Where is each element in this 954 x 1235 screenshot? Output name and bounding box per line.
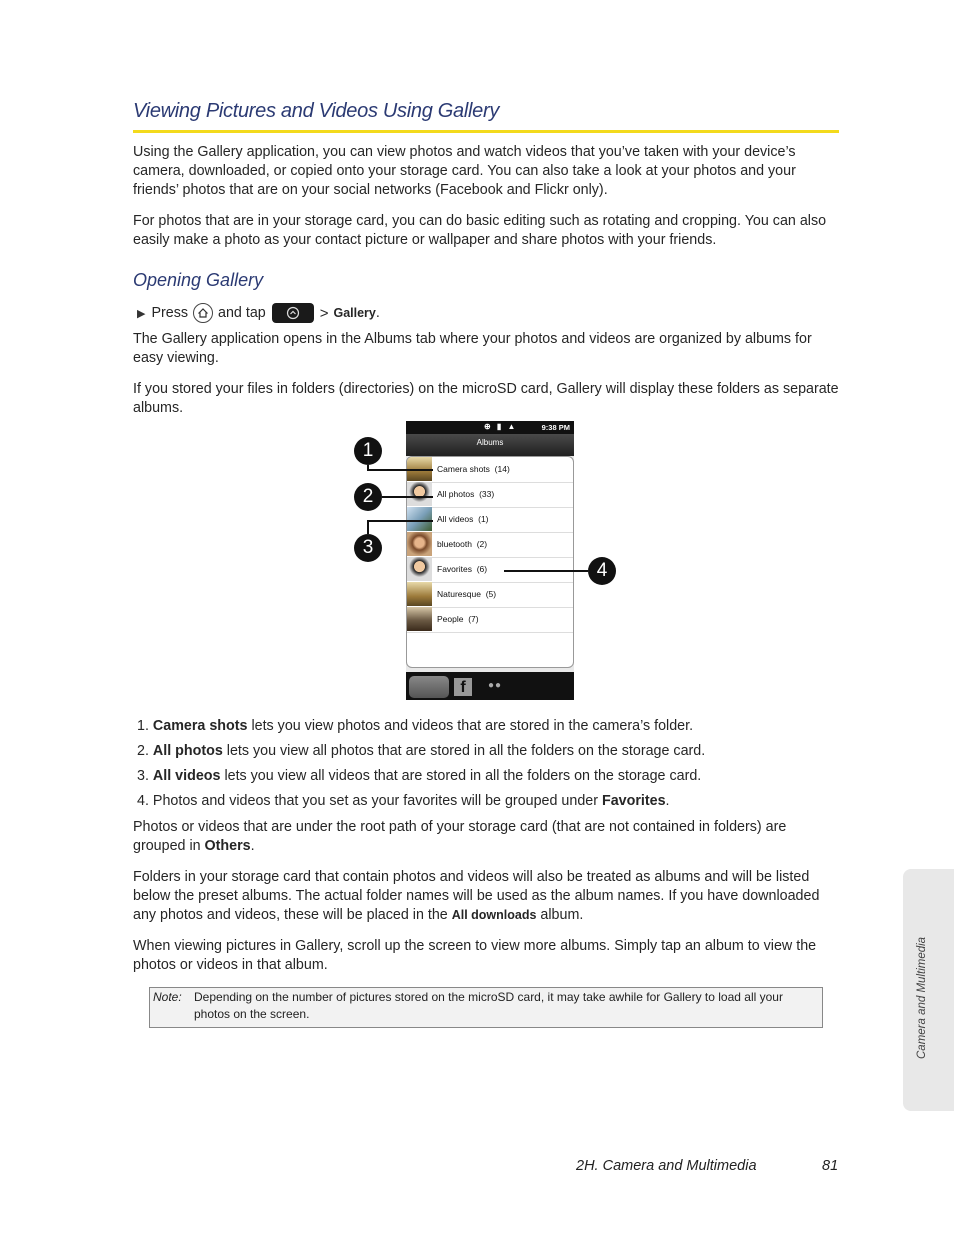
list-text: Photos and videos that you set as your favorites will be grouped under xyxy=(152,793,602,809)
list-text: . xyxy=(665,793,670,809)
album-count: (5) xyxy=(485,589,497,599)
step-separator: > xyxy=(319,304,329,322)
list-item xyxy=(137,743,837,759)
facebook-tab-icon[interactable]: f xyxy=(454,678,472,696)
album-count: (33) xyxy=(479,489,495,499)
list-number: 4. xyxy=(137,793,149,809)
footer-section: 2H. Camera and Multimedia xyxy=(576,1158,757,1174)
album-count: (2) xyxy=(476,539,488,549)
album-list xyxy=(406,456,574,668)
step-period: . xyxy=(375,305,380,321)
all-downloads-term: All downloads xyxy=(451,908,537,922)
note-label: Note: xyxy=(153,990,182,1004)
album-count: (7) xyxy=(468,614,479,624)
list-item xyxy=(137,718,837,734)
others-paragraph: Photos or videos that are under the root path of your storage card (that are not contained in folders) are grouped in Others. xyxy=(133,819,787,854)
callout-1-line xyxy=(367,469,433,471)
album-thumbnail xyxy=(407,482,432,506)
albums-paragraph: Folders in your storage card that contain photos and videos will also be treated as albums and will be listed below the preset albums. The actual folder names will be used as the album names. If you have downloaded any photos and videos, these will be placed in the All downloads album. xyxy=(133,869,820,923)
album-row[interactable] xyxy=(407,607,573,633)
callout-2: 2 xyxy=(354,483,382,511)
others-term: Others xyxy=(204,838,251,854)
page-number: 81 xyxy=(822,1158,839,1174)
album-name: Camera shots xyxy=(437,464,490,474)
title-rule xyxy=(133,130,839,133)
step-gallery: Gallery xyxy=(333,306,376,320)
list-term: Camera shots xyxy=(152,718,248,734)
step-and-tap: and tap xyxy=(218,305,266,321)
chapter-side-label: Camera and Multimedia xyxy=(916,936,928,1059)
callout-3-line xyxy=(367,520,433,522)
album-row[interactable] xyxy=(407,482,573,508)
callout-1: 1 xyxy=(354,437,382,465)
album-thumbnail xyxy=(407,532,432,556)
note-text: Depending on the number of pictures stored on the microSD card, it may take awhile for Gallery to load all your photos on the screen. xyxy=(194,990,783,1021)
step-press: Press xyxy=(151,305,189,321)
list-term: All photos xyxy=(152,743,223,759)
album-thumbnail xyxy=(407,582,432,606)
list-item xyxy=(137,793,837,809)
list-text: lets you view photos and videos that are stored in the camera’s folder. xyxy=(247,718,694,734)
folders-paragraph: If you stored your files in folders (directories) on the microSD card, Gallery will display these folders as separate albums. xyxy=(133,381,839,416)
album-name: bluetooth xyxy=(437,539,472,549)
intro-paragraph-2: For photos that are in your storage card, you can do basic editing such as rotating and cropping. You can also easily make a photo as your contact picture or wallpaper and share photos with your friends. xyxy=(133,213,827,248)
callout-4: 4 xyxy=(588,557,616,585)
albums-title: Albums xyxy=(406,434,574,456)
list-text: lets you view all photos that are stored in all the folders on the storage card. xyxy=(222,743,706,759)
callout-3-line xyxy=(367,520,369,534)
album-row[interactable] xyxy=(407,582,573,608)
albums-tab-icon[interactable] xyxy=(409,676,449,698)
bottom-tab-bar xyxy=(406,672,574,700)
step-instruction xyxy=(137,303,380,323)
album-count: (14) xyxy=(494,464,510,474)
list-number: 2. xyxy=(137,743,149,759)
apps-icon xyxy=(272,303,314,323)
album-name: All videos xyxy=(437,514,474,524)
callout-2-line xyxy=(382,496,433,498)
chapter-side-tab xyxy=(903,869,954,1111)
more-tabs-icon[interactable]: ●● xyxy=(488,680,503,691)
album-count: (1) xyxy=(478,514,489,524)
list-text: lets you view all videos that are stored in all the folders on the storage card. xyxy=(220,768,702,784)
album-thumbnail xyxy=(407,557,432,581)
page-title: Viewing Pictures and Videos Using Gallery xyxy=(133,100,500,122)
home-icon xyxy=(193,303,213,323)
album-name: Favorites xyxy=(437,564,472,574)
album-thumbnail xyxy=(407,607,432,631)
intro-paragraph-1: Using the Gallery application, you can view photos and watch videos that you’ve taken with your device’s camera, downloaded, or copied onto your storage card. You can also take a look at your photos and your friends’ photos that are on your social networks (Facebook and Flickr only). xyxy=(133,144,796,198)
gallery-screenshot xyxy=(406,421,574,700)
note-box xyxy=(149,987,823,1028)
callout-4-line xyxy=(504,570,588,572)
album-row[interactable] xyxy=(407,532,573,558)
scroll-paragraph: When viewing pictures in Gallery, scroll up the screen to view more albums. Simply tap an album to view the photos or videos in that album. xyxy=(133,938,817,973)
album-name: All photos xyxy=(437,489,475,499)
status-time: 9:38 PM xyxy=(541,423,570,432)
status-bar xyxy=(406,421,574,434)
list-item xyxy=(137,768,837,784)
album-thumbnail xyxy=(407,507,432,531)
album-name: People xyxy=(437,614,464,624)
status-icons: ⊕ ▮ ▲ xyxy=(484,422,518,431)
list-number: 1. xyxy=(137,718,149,734)
bullet-triangle-icon: ▶ xyxy=(137,307,146,320)
section-heading: Opening Gallery xyxy=(133,270,264,290)
opens-paragraph: The Gallery application opens in the Albums tab where your photos and videos are organized by albums for easy viewing. xyxy=(133,331,812,366)
list-term: Favorites xyxy=(601,793,666,809)
list-number: 3. xyxy=(137,768,149,784)
album-count: (6) xyxy=(476,564,488,574)
album-name: Naturesque xyxy=(437,589,481,599)
list-term: All videos xyxy=(152,768,221,784)
callout-3: 3 xyxy=(354,534,382,562)
